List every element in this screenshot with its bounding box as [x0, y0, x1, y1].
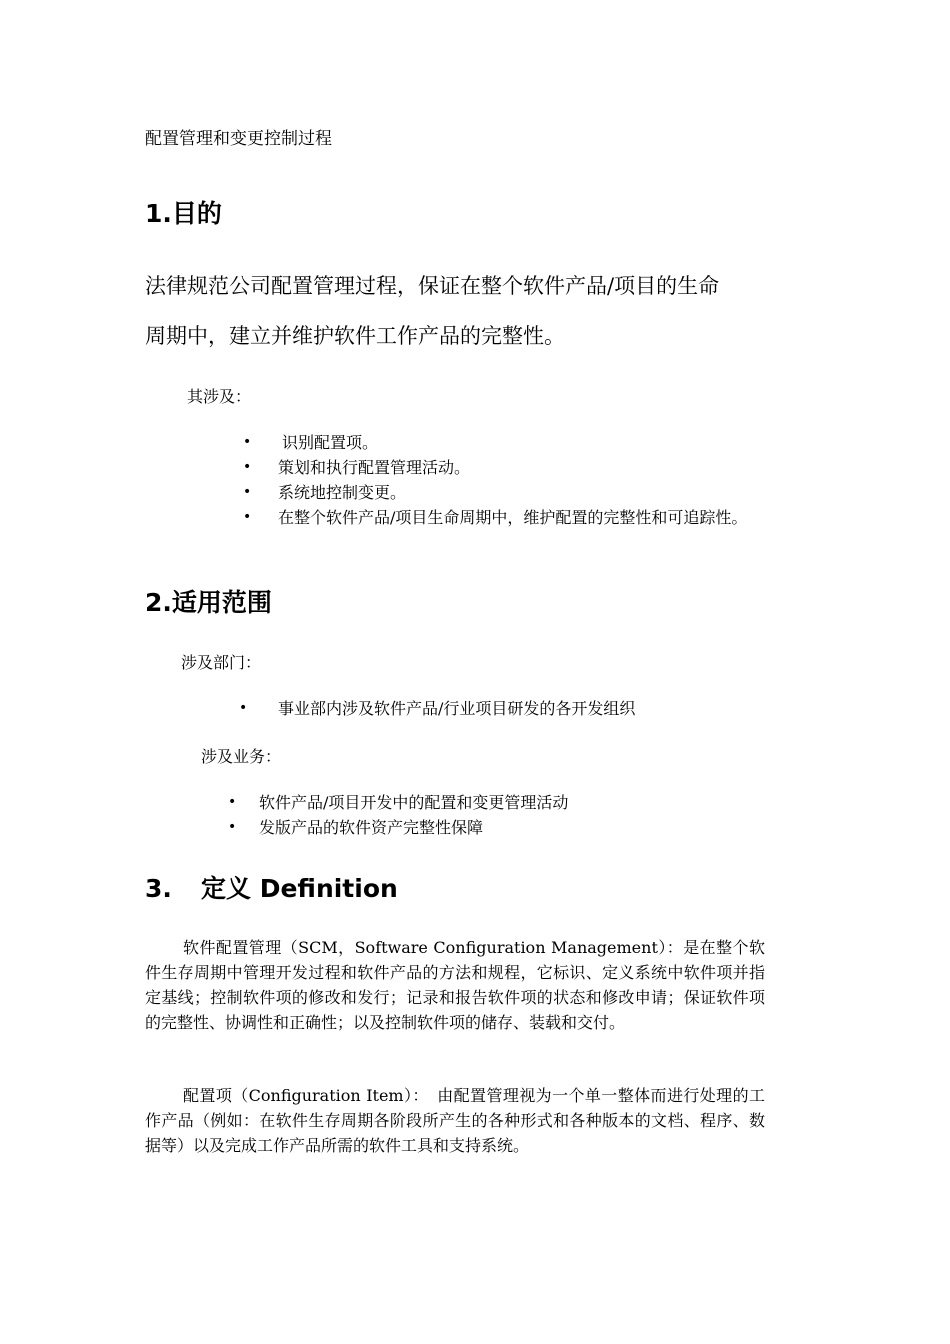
list-item-text: 在整个软件产品/项目生命周期中，维护配置的完整性和可追踪性。: [278, 508, 748, 527]
bullet-icon: •: [243, 509, 252, 525]
departments-label: 涉及部门：: [181, 653, 262, 672]
configuration-item-paragraph: 配置项（Configuration Item）： 由配置管理视为一个单一整体而进行处理的工作产品（例如：在软件生存周期各阶段所产生的各种形式和各种版本的文档、程序、数据等）以及完成工作产品所需的软件工具和支持系统。: [145, 1086, 765, 1155]
list-item-text: 识别配置项。: [282, 433, 379, 452]
list-item-text: 发版产品的软件资产完整性保障: [259, 818, 484, 837]
business-label: 涉及业务：: [201, 747, 282, 766]
bullet-icon: •: [243, 484, 252, 500]
list-item-text: 事业部内涉及软件产品/行业项目研发的各开发组织: [278, 699, 636, 718]
section-heading-text: 定义 Definition: [201, 874, 398, 903]
list-item-text: 系统地控制变更。: [278, 483, 407, 502]
list-item-text: 软件产品/项目开发中的配置和变更管理活动: [259, 793, 569, 812]
purpose-text-line-1: 法律规范公司配置管理过程，保证在整个软件产品/项目的生命: [145, 274, 720, 298]
involves-label: 其涉及：: [187, 387, 252, 406]
purpose-text-line-2: 周期中，建立并维护软件工作产品的完整性。: [145, 324, 565, 348]
section-heading-definition: [145, 873, 398, 905]
bullet-icon: •: [243, 459, 252, 475]
bullet-icon: •: [228, 794, 237, 810]
document-title: 配置管理和变更控制过程: [145, 129, 332, 149]
scm-definition-paragraph: 软件配置管理（SCM，Software Configuration Management）：是在整个软件生存周期中管理开发过程和软件产品的方法和规程，它标识、定义系统中软件项并指定基线；控制软件项的修改和发行；记录和报告软件项的状态和修改申请；保证软件项的完整性、协调性和正确性；以及控制软件项的储存、装载和交付。: [145, 938, 765, 1032]
list-item-text: 策划和执行配置管理活动。: [278, 458, 471, 477]
section-heading-scope: 2.适用范围: [145, 588, 272, 617]
bullet-icon: •: [228, 819, 237, 835]
bullet-icon: •: [243, 434, 252, 450]
section-number: 3.: [145, 874, 172, 903]
section-heading-purpose: 1.目的: [145, 199, 222, 228]
bullet-icon: •: [239, 700, 248, 716]
